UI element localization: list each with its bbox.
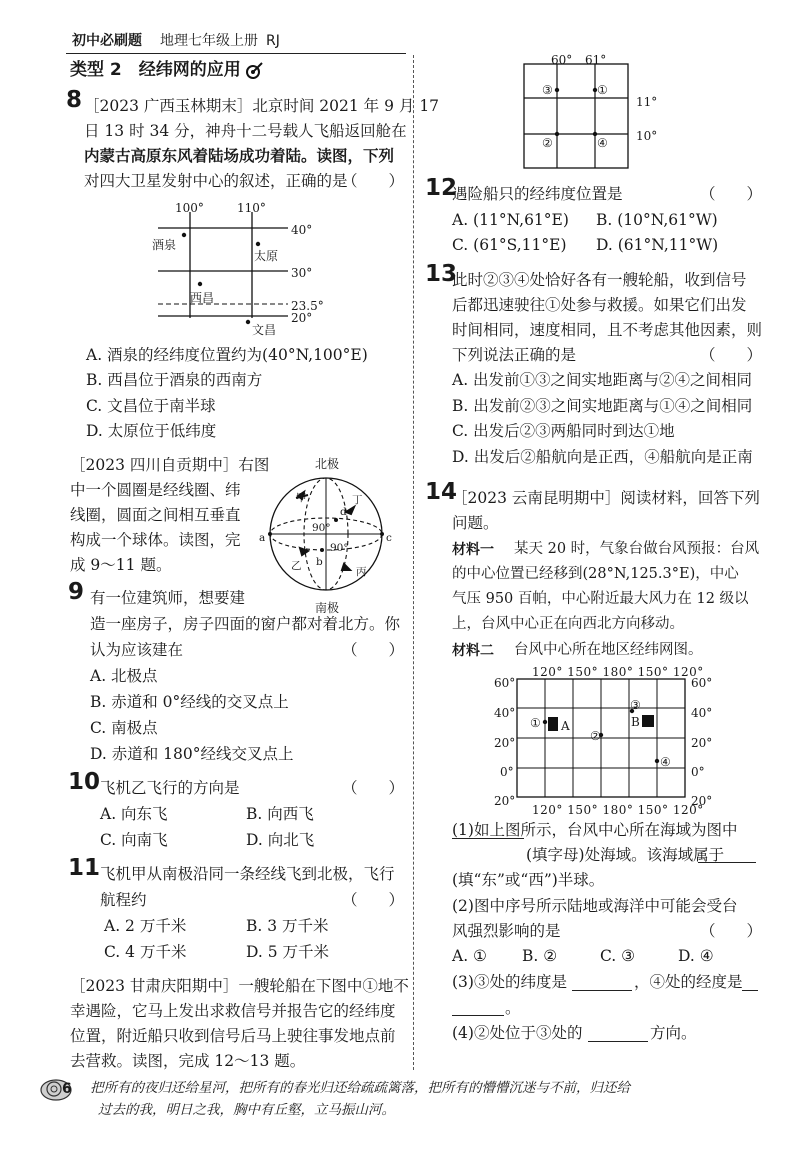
q11-number: 11	[68, 855, 101, 881]
grid-point1: ①	[597, 83, 608, 97]
q14-s3-end: 。	[505, 999, 521, 1017]
q14-s2-option-c: C. ③	[600, 947, 636, 965]
q9-option-a: A. 北极点	[90, 667, 158, 685]
q9-line3: 认为应该建在	[90, 641, 184, 659]
header-rule	[66, 53, 406, 54]
q8-xichang: 西昌	[190, 291, 215, 305]
q14-map-point2: ②	[590, 729, 601, 743]
q14-s2-bracket: （ ）	[700, 922, 763, 940]
q9-option-b: B. 赤道和 0°经线的交叉点上	[90, 693, 289, 711]
q11-line2: 航程约	[100, 891, 147, 909]
q14-s1-a: (1)如上图所示，台风中心所在海域为图中	[452, 821, 738, 839]
q14-map-A: A	[561, 719, 570, 733]
grid-point3: ③	[542, 83, 553, 97]
intro911-line3: 线圈，圆面之间相互垂直	[70, 506, 241, 524]
q14-mat2-label: 材料二	[452, 643, 494, 659]
q8-lat40: 40°	[291, 223, 313, 237]
q14-s3-blank2a[interactable]	[742, 990, 758, 991]
grid-lat11: 11°	[636, 95, 658, 109]
q14-map-left-0: 0°	[500, 765, 514, 779]
globe-south: 南极	[315, 601, 340, 615]
q14-map-right-60: 60°	[691, 676, 713, 690]
q13-bracket: （ ）	[700, 346, 763, 364]
q14-s2-a: (2)图中序号所示陆地或海洋中可能会受台	[452, 897, 738, 915]
q14-s4-b: 方向。	[650, 1024, 697, 1042]
q11-bracket: （ ）	[342, 891, 405, 909]
globe-ding: 丁	[352, 494, 363, 506]
q14-mat1-line1: 某天 20 时，气象台做台风预报：台风	[514, 541, 760, 557]
q8-bracket: （ ）	[342, 172, 405, 190]
q14-s4-a: (4)②处位于③处的	[452, 1024, 583, 1042]
q10-stem: 飞机乙飞行的方向是	[100, 779, 240, 797]
q13-option-d: D. 出发后②船航向是正西，④船航向是正南	[452, 448, 753, 466]
q8-taiyuan: 太原	[254, 249, 279, 263]
intro911-line5: 成 9～11 题。	[70, 556, 172, 574]
q14-line1: ［2023 云南昆明期中］阅读材料，回答下列	[452, 489, 760, 507]
q14-s4-blank[interactable]	[588, 1041, 648, 1042]
q9-line2: 造一座房子，房子四面的窗户都对着北方。你	[90, 615, 401, 633]
q14-map-right-40: 40°	[691, 706, 713, 720]
q14-mat1-line4: 上，台风中心正在向西北方向移动。	[452, 616, 684, 632]
page-number: 6	[62, 1081, 72, 1097]
q14-map-left-20s: 20°	[494, 794, 516, 808]
intro911-line2: 中一个圆圈是经线圈、纬	[70, 481, 241, 499]
q14-s1-c: (填“东”或“西”)半球。	[452, 871, 605, 889]
q8-lon110: 110°	[237, 201, 266, 215]
header-book: 初中必刷题	[72, 33, 142, 49]
q10-option-c: C. 向南飞	[100, 831, 168, 849]
q8-jiuquan: 酒泉	[152, 238, 177, 252]
q8-line2: 日 13 时 34 分，神舟十二号载人飞船返回舱在	[84, 122, 407, 140]
q8-line4: 对四大卫星发射中心的叙述，正确的是	[84, 172, 348, 190]
intro1213-line2: 幸遇险，它马上发出求救信号并报告它的经纬度	[70, 1002, 396, 1020]
q14-s2-option-b: B. ②	[522, 947, 558, 965]
globe-yi: 乙	[291, 560, 302, 572]
q14-map-point4: ④	[660, 755, 671, 769]
q12-option-c: C. (61°S,11°E)	[452, 236, 567, 254]
section-title: 类型 2 经纬网的应用	[70, 60, 241, 80]
q13-option-c: C. 出发后②③两船同时到达①地	[452, 422, 675, 440]
grid-lat10: 10°	[636, 129, 658, 143]
footer-line1: 把所有的夜归还给星河，把所有的春光归还给疏疏篱落，把所有的懵懵沉迷与不前，归还给	[90, 1080, 630, 1096]
intro1213-line1: ［2023 甘肃庆阳期中］一艘轮船在下图中①地不	[70, 977, 409, 995]
q12-bracket: （ ）	[700, 185, 763, 203]
q10-bracket: （ ）	[342, 779, 405, 797]
globe-b: b	[316, 556, 323, 568]
intro1213-line3: 位置，附近船只收到信号后马上驶往事发地点前	[70, 1027, 396, 1045]
q14-mat1-label: 材料一	[452, 542, 494, 558]
q8-lat30: 30°	[291, 266, 313, 280]
footer-line2: 过去的我，明日之我，胸中有丘壑，立马振山河。	[98, 1102, 395, 1118]
q14-latlon-map	[516, 678, 688, 800]
q9-option-c: C. 南极点	[90, 719, 158, 737]
q11-option-a: A. 2 万千米	[104, 917, 187, 935]
q14-map-point3: ③	[630, 698, 641, 712]
intro911-line4: 构成一个球体。读图，完	[70, 531, 241, 549]
q14-map-B: B	[631, 715, 640, 729]
q8-option-b: B. 西昌位于酒泉的西南方	[86, 371, 263, 389]
grid-point4: ④	[597, 136, 608, 150]
q14-s3-b: ，④处的经度是	[634, 973, 743, 991]
q14-mat2-text: 台风中心所在地区经纬网图。	[514, 642, 703, 658]
q14-s3-a: (3)③处的纬度是	[452, 973, 567, 991]
q8-line1: ［2023 广西玉林期末］北京时间 2021 年 9 月 17	[84, 97, 440, 115]
q14-mat1-line3: 气压 950 百帕，中心附近最大风力在 12 级以	[452, 591, 749, 607]
q10-option-b: B. 向西飞	[246, 805, 314, 823]
q13-line1: 此时②③④处恰好各有一艘轮船，收到信号	[452, 271, 747, 289]
globe-angle1: 90°	[312, 522, 331, 534]
q13-option-b: B. 出发前②③之间实地距离与①④之间相同	[452, 397, 753, 415]
q8-line3: 内蒙古高原东风着陆场成功着陆。读图，下列	[84, 146, 395, 165]
q8-number: 8	[66, 87, 83, 113]
q8-lon100: 100°	[175, 201, 204, 215]
q12-option-b: B. (10°N,61°W)	[596, 211, 718, 229]
q14-s2-option-d: D. ④	[678, 947, 714, 965]
intro911-line1: ［2023 四川自贡期中］右图	[70, 456, 270, 474]
q14-map-top-labels: 120° 150° 180° 150° 120°	[532, 665, 704, 679]
globe-jia: 甲	[296, 492, 307, 504]
q14-s1-blank1[interactable]	[452, 838, 524, 839]
q14-mat1-line2: 的中心位置已经移到(28°N,125.3°E)，中心	[452, 566, 739, 582]
q12-stem: 遇险船只的经纬度位置是	[452, 185, 623, 203]
q11-option-c: C. 4 万千米	[104, 943, 187, 961]
q14-s3-blank2b[interactable]	[452, 1015, 504, 1016]
q14-s2-b: 风强烈影响的是	[452, 922, 561, 940]
intro1213-line4: 去营救。读图，完成 12～13 题。	[70, 1052, 306, 1070]
q12-option-d: D. (61°N,11°W)	[596, 236, 719, 254]
q9-option-d: D. 赤道和 180°经线交叉点上	[90, 745, 294, 763]
rescue-grid	[522, 62, 632, 172]
q11-option-b: B. 3 万千米	[246, 917, 329, 935]
q14-map-right-0: 0°	[691, 765, 705, 779]
grid-lon61: 61°	[585, 53, 607, 67]
q13-line3: 时间相同，速度相同，且不考虑其他因素，则	[452, 321, 763, 339]
column-divider	[413, 55, 414, 1070]
q14-line2: 问题。	[452, 514, 499, 532]
q8-option-d: D. 太原位于低纬度	[86, 422, 217, 440]
q14-map-bottom-labels: 120° 150° 180° 150° 120°	[532, 803, 704, 817]
q9-number: 9	[68, 579, 85, 605]
q13-number: 13	[425, 261, 458, 287]
target-icon	[244, 61, 264, 81]
q8-option-c: C. 文昌位于南半球	[86, 397, 216, 415]
globe-d: d	[340, 506, 347, 518]
q9-line1: 有一位建筑师，想要建	[90, 589, 246, 607]
header-edition: RJ	[266, 33, 280, 49]
q14-map-right-20: 20°	[691, 736, 713, 750]
q13-line2: 后都迅速驶往①处参与救援。如果它们出发	[452, 296, 747, 314]
q8-option-a: A. 酒泉的经纬度位置约为(40°N,100°E)	[86, 346, 368, 364]
q13-line4: 下列说法正确的是	[452, 346, 577, 364]
grid-lon60: 60°	[551, 53, 573, 67]
q14-s1-b: (填字母)处海域。该海域属于	[526, 846, 725, 864]
q10-option-d: D. 向北飞	[246, 831, 315, 849]
q11-line1: 飞机甲从南极沿同一条经线飞到北极，飞行	[100, 865, 395, 883]
q14-map-left-40: 40°	[494, 706, 516, 720]
q9-bracket: （ ）	[342, 641, 405, 659]
q8-lat235: 23.5°	[291, 299, 324, 313]
globe-north: 北极	[315, 457, 340, 471]
q14-map-point1: ①	[530, 716, 541, 730]
q12-number: 12	[425, 175, 458, 201]
q14-s1-blank2[interactable]	[698, 862, 756, 863]
q14-number: 14	[425, 479, 458, 505]
q10-option-a: A. 向东飞	[100, 805, 168, 823]
globe-angle2: 90°	[330, 542, 349, 554]
q12-option-a: A. (11°N,61°E)	[452, 211, 569, 229]
grid-point2: ②	[542, 136, 553, 150]
q14-s2-option-a: A. ①	[452, 947, 487, 965]
q8-lat20: 20°	[291, 311, 313, 325]
globe-bing: 丙	[356, 566, 367, 578]
q10-number: 10	[68, 769, 101, 795]
q14-map-left-20: 20°	[494, 736, 516, 750]
q14-map-left-60: 60°	[494, 676, 516, 690]
q13-option-a: A. 出发前①③之间实地距离与②④之间相同	[452, 371, 753, 389]
globe-a: a	[259, 532, 266, 544]
header-subject: 地理七年级上册	[160, 33, 258, 49]
q8-wenchang: 文昌	[252, 323, 277, 337]
q14-s3-blank1[interactable]	[572, 990, 632, 991]
q11-option-d: D. 5 万千米	[246, 943, 330, 961]
q14-map-right-20s: 20°	[691, 794, 713, 808]
globe-c: c	[386, 532, 392, 544]
